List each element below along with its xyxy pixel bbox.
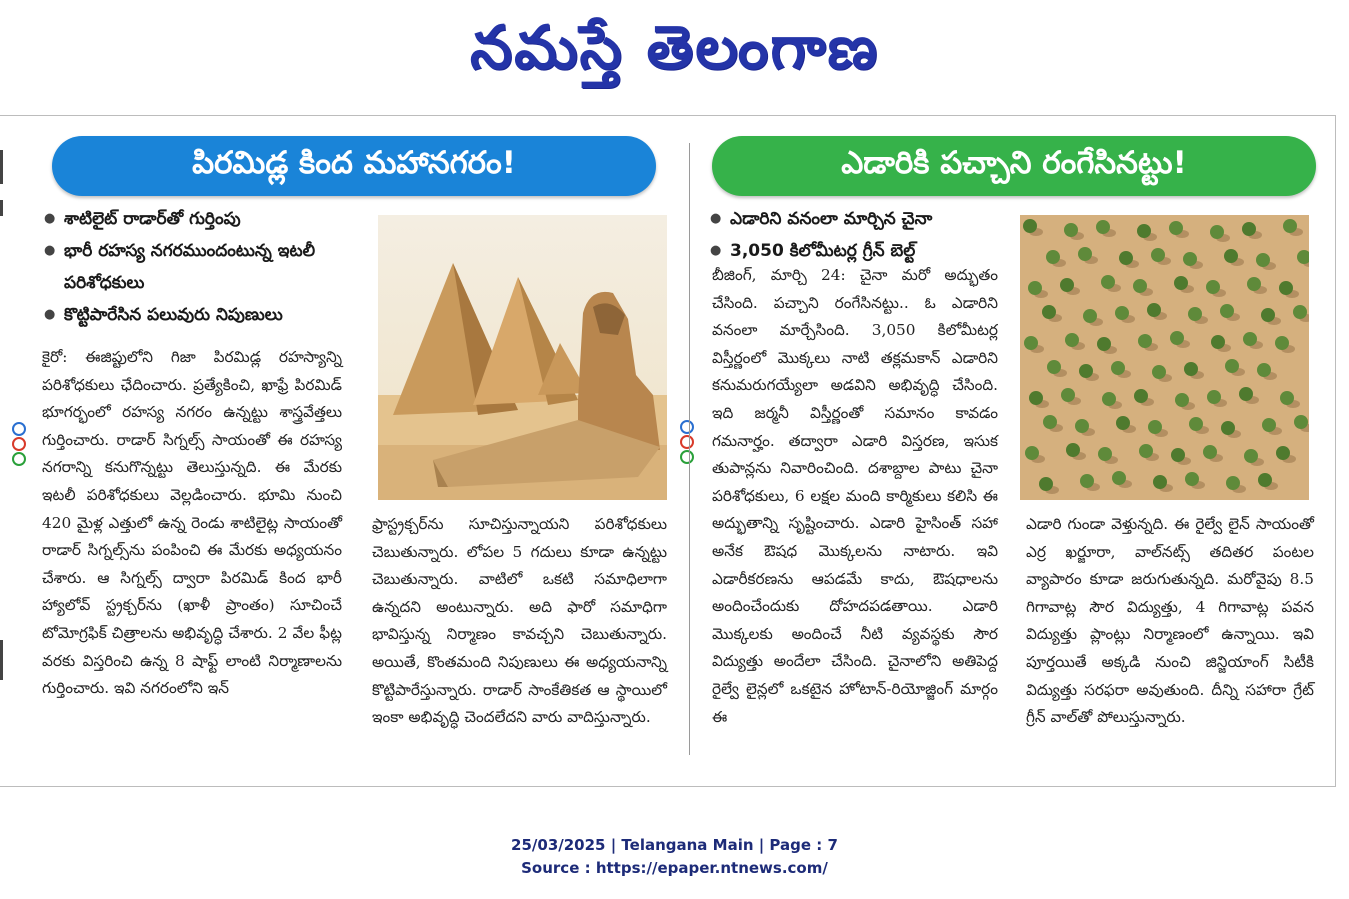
tree — [1294, 415, 1308, 429]
tree — [1258, 473, 1272, 487]
tree — [1220, 304, 1234, 318]
right-article-body-col2: ఎడారి గుండా వెళ్తున్నది. ఈ రైల్వే లైన్ సాయంతో ఎర్ర ఖర్జూరా, వాల్‌నట్స్ తదితర పంటల వ్యాపారం కూడా జరుగుతున్నది. మరోవైపు 8.5 గిగావాట్ల సౌర విద్యుత్తు, 4 గిగావాట్ల పవన విద్యుత్తు ప్లాంట్లు నిర్మాణంలో ఉన్నాయి. ఇవి పూర్తయితే అక్కడి నుంచి జిన్జియాంగ్ సిటీకి విద్యుత్తు సరఫరా అవుతుంది. దీన్ని సహారా గ్రేట్ గ్రీన్ వాల్‌తో పోలుస్తున్నారు. — [1026, 515, 1314, 727]
tree — [1112, 471, 1126, 485]
tree — [1169, 221, 1183, 235]
tree — [1221, 421, 1235, 435]
tree — [1262, 418, 1276, 432]
left-article-body-col2: ఫ్రాస్ట్రక్చర్‌ను సూచిస్తున్నాయని పరిశోధకులు చెబుతున్నారు. లోపల 5 గదులు కూడా ఉన్నట్టు చెబుతున్నారు. వాటిలో ఒకటి సమాధిలాగా ఉన్నదని అంటున్నారు. అది ఫారో సమాధిగా భావిస్తున్న నిర్మాణం కావచ్చని చెబుతున్నారు. అయితే, కొంతమంది నిపుణులు ఈ అధ్యయనాన్ని కొట్టిపారేస్తున్నారు. రాడార్ సాంకేతికత ఆ స్థాయిలో ఇంకా అభివృద్ధి చెందలేదని వారు వాదిస్తున్నారు. — [372, 515, 667, 727]
tree — [1247, 277, 1261, 291]
tree — [1189, 417, 1203, 431]
tree — [1275, 336, 1289, 350]
tree — [1138, 334, 1152, 348]
tree — [1261, 308, 1275, 322]
newspaper-logo: నమస్తే తెలంగాణ — [469, 13, 880, 83]
tree — [1171, 448, 1185, 462]
ring-green-icon — [680, 450, 694, 464]
tree — [1028, 281, 1042, 295]
ring-red-icon — [680, 435, 694, 449]
ring-blue-icon — [680, 420, 694, 434]
right-bullet-list — [708, 203, 1008, 267]
tree — [1226, 476, 1240, 490]
tree — [1060, 278, 1074, 292]
tree — [1148, 420, 1162, 434]
left-article-body-col1: కైరో: ఈజిప్టులోని గిజా పిరమిడ్ల రహస్యాన్ని పరిశోధకులు ఛేదించారు. ప్రత్యేకించి, ఖాఫ్రే పిరమిడ్ భూగర్భంలో రహస్య నగరం ఉన్నట్టు శాస్త్రవేత్తలు గుర్తించారు. రాడార్ సిగ్నల్స్ సాయంతో ఈ రహస్య నగరాన్ని కనుగొన్నట్టు తెలుస్తున్నది. ఈ మేరకు ఇటలీ పరిశోధకులు వెల్లడించారు. భూమి నుంచి 420 మైళ్ల ఎత్తులో ఉన్న రెండు శాటిలైట్ల సాయంతో రాడార్ సిగ్నల్స్‌ను పంపించి ఈ మేరకు అధ్యయనం చేశారు. ఆ సిగ్నల్స్ ద్వారా పిరమిడ్ కింద భారీ హ్యాలోవ్ స్ట్రక్చర్‌ను (ఖాళీ ప్రాంతం) సూచించే టోమోగ్రఫిక్ చిత్రాలను అభివృద్ధి చేశారు. 2 వేల ఫీట్ల వరకు విస్తరించి ఉన్న 8 షాఫ్ట్ లాంటి నిర్మాణాలను గుర్తించారు. ఇవి నగరంలోని ఇన్ — [42, 348, 342, 698]
tree — [1242, 222, 1256, 236]
right-bullet-item: ● 3,050 కిలోమీటర్ల గ్రీన్ బెల్ట్ — [708, 235, 1008, 267]
tree — [1243, 332, 1257, 346]
tree — [1256, 253, 1270, 267]
tree — [1039, 477, 1053, 491]
tree — [1061, 388, 1075, 402]
footer-source-line: Source : https://epaper.ntnews.com/ — [521, 859, 828, 877]
tree — [1102, 392, 1116, 406]
tree — [1139, 444, 1153, 458]
left-bullet-item: ● కొట్టిపారేసిన పలువురు నిపుణులు — [42, 299, 342, 331]
left-bullet-item: ● శాటిలైట్ రాడార్‌తో గుర్తింపు — [42, 203, 342, 235]
tree — [1075, 419, 1089, 433]
tree — [1079, 364, 1093, 378]
tree — [1174, 276, 1188, 290]
tree — [1083, 309, 1097, 323]
tree — [1098, 447, 1112, 461]
pyramids-photo — [378, 215, 667, 500]
tree — [1211, 335, 1225, 349]
tree — [1239, 387, 1253, 401]
tree — [1279, 281, 1293, 295]
tree — [1175, 393, 1189, 407]
tree — [1170, 331, 1184, 345]
left-bullet-item: ● భారీ రహస్య నగరముందంటున్న ఇటలీ పరిశోధకులు — [42, 235, 342, 299]
tree — [1096, 220, 1110, 234]
tree — [1119, 251, 1133, 265]
tree — [1133, 279, 1147, 293]
right-bullet-item: ● ఎడారిని వనంలా మార్చిన చైనా — [708, 203, 1008, 235]
tree — [1203, 445, 1217, 459]
tree — [1080, 474, 1094, 488]
right-article-body-col1: బీజింగ్, మార్చి 24: చైనా మరో అద్భుతం చేసింది. పచ్చాని రంగేసినట్టు.. ఓ ఎడారిని వనంలా మార్చేసింది. 3,050 కిలోమీటర్ల విస్తీర్ణంలో మొక్కలు నాటి తక్లమకాన్ ఎడారిని కనుమరుగయ్యేలా అడవిని అభివృద్ధి చేసింది. ఇది జర్మనీ విస్తీర్ణంతో సమానం కావడం గమనార్హం. తద్వారా ఎడారి విస్తరణ, ఇసుక తుపాన్లను నివారించింది. దశాబ్దాల పాటు చైనా పరిశోధకులు, 6 లక్షల మంది కార్మికులు కలిసి ఈ అద్భుతాన్ని సృష్టించారు. ఎడారి హైసింత్ సహా అనేక ఔషధ మొక్కలను నాటారు. ఇవి ఎడారీకరణను ఆపడమే కాదు, ఔషధాలను అందించేందుకు దోహదపడతాయి. ఎడారి మొక్కలకు అందించే నీటి వ్యవస్థకు సౌర విద్యుత్తు అందేలా చేసింది. చైనాలోని అతిపెద్ద రైల్వే లైన్లలో ఒకటైన హోటాన్-రియోజ్జింగ్ మార్గం ఈ — [712, 266, 998, 726]
desert-trees-image — [1020, 215, 1309, 500]
tree — [1183, 252, 1197, 266]
tree — [1293, 305, 1307, 319]
tree — [1147, 303, 1161, 317]
edge-mark — [0, 640, 3, 680]
tree — [1153, 475, 1167, 489]
registration-marks-left — [12, 422, 30, 467]
tree — [1276, 446, 1290, 460]
ring-red-icon — [12, 437, 26, 451]
tree — [1257, 363, 1271, 377]
tree — [1207, 390, 1221, 404]
ring-green-icon — [12, 452, 26, 466]
tree — [1206, 280, 1220, 294]
left-headline-banner — [52, 136, 656, 196]
tree — [1101, 275, 1115, 289]
tree — [1244, 449, 1258, 463]
pyramids-sphinx-image — [378, 215, 667, 500]
tree — [1115, 306, 1129, 320]
left-headline: పిరమిడ్ల కింద మహానగరం! — [192, 144, 516, 181]
tree — [1042, 305, 1056, 319]
right-headline-banner — [712, 136, 1316, 196]
footer-date-line: 25/03/2025 | Telangana Main | Page : 7 — [511, 836, 838, 854]
masthead — [0, 0, 1349, 110]
tree — [1111, 361, 1125, 375]
tree — [1097, 337, 1111, 351]
tree — [1188, 307, 1202, 321]
tree — [1029, 391, 1043, 405]
tree — [1023, 219, 1037, 233]
tree — [1210, 225, 1224, 239]
edge-mark — [0, 150, 3, 184]
tree — [1066, 443, 1080, 457]
tree — [1151, 248, 1165, 262]
tree — [1280, 391, 1294, 405]
tree — [1078, 247, 1092, 261]
tree — [1065, 333, 1079, 347]
edge-mark — [0, 200, 3, 216]
tree — [1043, 415, 1057, 429]
tree — [1137, 224, 1151, 238]
tree — [1047, 360, 1061, 374]
tree — [1024, 336, 1038, 350]
ring-blue-icon — [12, 422, 26, 436]
tree — [1224, 249, 1238, 263]
tree — [1184, 362, 1198, 376]
tree — [1116, 416, 1130, 430]
tree — [1152, 365, 1166, 379]
tree — [1046, 250, 1060, 264]
tree — [1225, 359, 1239, 373]
tree — [1025, 446, 1039, 460]
desert-forest-photo — [1020, 215, 1309, 500]
column-divider — [689, 143, 690, 755]
tree — [1064, 223, 1078, 237]
tree — [1134, 389, 1148, 403]
left-bullet-list — [42, 203, 342, 331]
right-headline: ఎడారికి పచ్చాని రంగేసినట్టు! — [841, 144, 1187, 181]
tree — [1283, 219, 1297, 233]
tree — [1185, 472, 1199, 486]
